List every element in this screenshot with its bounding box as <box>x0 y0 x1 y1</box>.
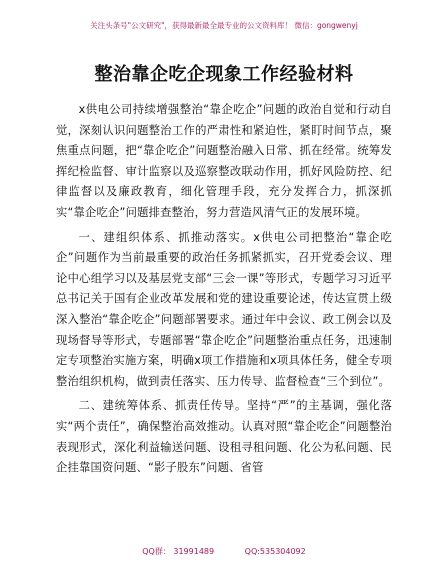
footer-banner <box>0 546 448 557</box>
footer-qq-group: QQ群： 31991489 <box>142 547 215 556</box>
footer-qq: QQ:535304092 <box>244 547 306 556</box>
document-title: 整治靠企吃企现象工作经验材料 <box>94 64 354 85</box>
header-banner: 关注头条号"公文研究"，获得最新最全最专业的公文资料库！ 微信：gongwenyj <box>90 21 358 30</box>
paragraph-intro: x供电公司持续增强整治“靠企吃企”问题的政治自觉和行动自觉，深刻认识问题整治工作的严肃性和紧迫性，紧盯时间节点，聚焦重点问题，把“靠企吃企”问题整治融入日常、抓在经常。统筹发挥纪检监督、审计监察以及巡察整改联动作用，抓好风险防控、纪律监督以及廉政教育，细化管理手段，充分发挥合力，抓深抓实“靠企吃企”问题排查整治，努力营造风清气正的发展环境。 <box>56 103 392 219</box>
paragraph-section-1: 一、建组织体系、抓推动落实。x供电公司把整治“靠企吃企”问题作为当前最重要的政治任务抓紧抓实，召开党委会议、理论中心组学习以及基层党支部“三会一课”等形式，专题学习习近平总书记关于国有企业改革发展和党的建设重要论述，传达宣贯上级深入整治“靠企吃企”问题部署要求。通过年中会议、政工例会以及现场督导等形式，专题部署“靠企吃企”问题整治重点任务，迅速制定专项整治实施方案，明确x项工作措施和x项具体任务，健全专项整治组织机构，做到责任落实、压力传导、监督检查“三个到位”。 <box>56 230 392 388</box>
document-body <box>56 100 392 483</box>
paragraph-section-2: 二、建统筹体系、抓责任传导。坚持“严”的主基调，强化落实“两个责任”，确保整治高效推动。认真对照“靠企吃企”问题整治表现形式，深化利益输送问题、设租寻租问题、化公为私问题、民企挂靠国资问题、“影子股东”问题、省管 <box>56 399 392 475</box>
